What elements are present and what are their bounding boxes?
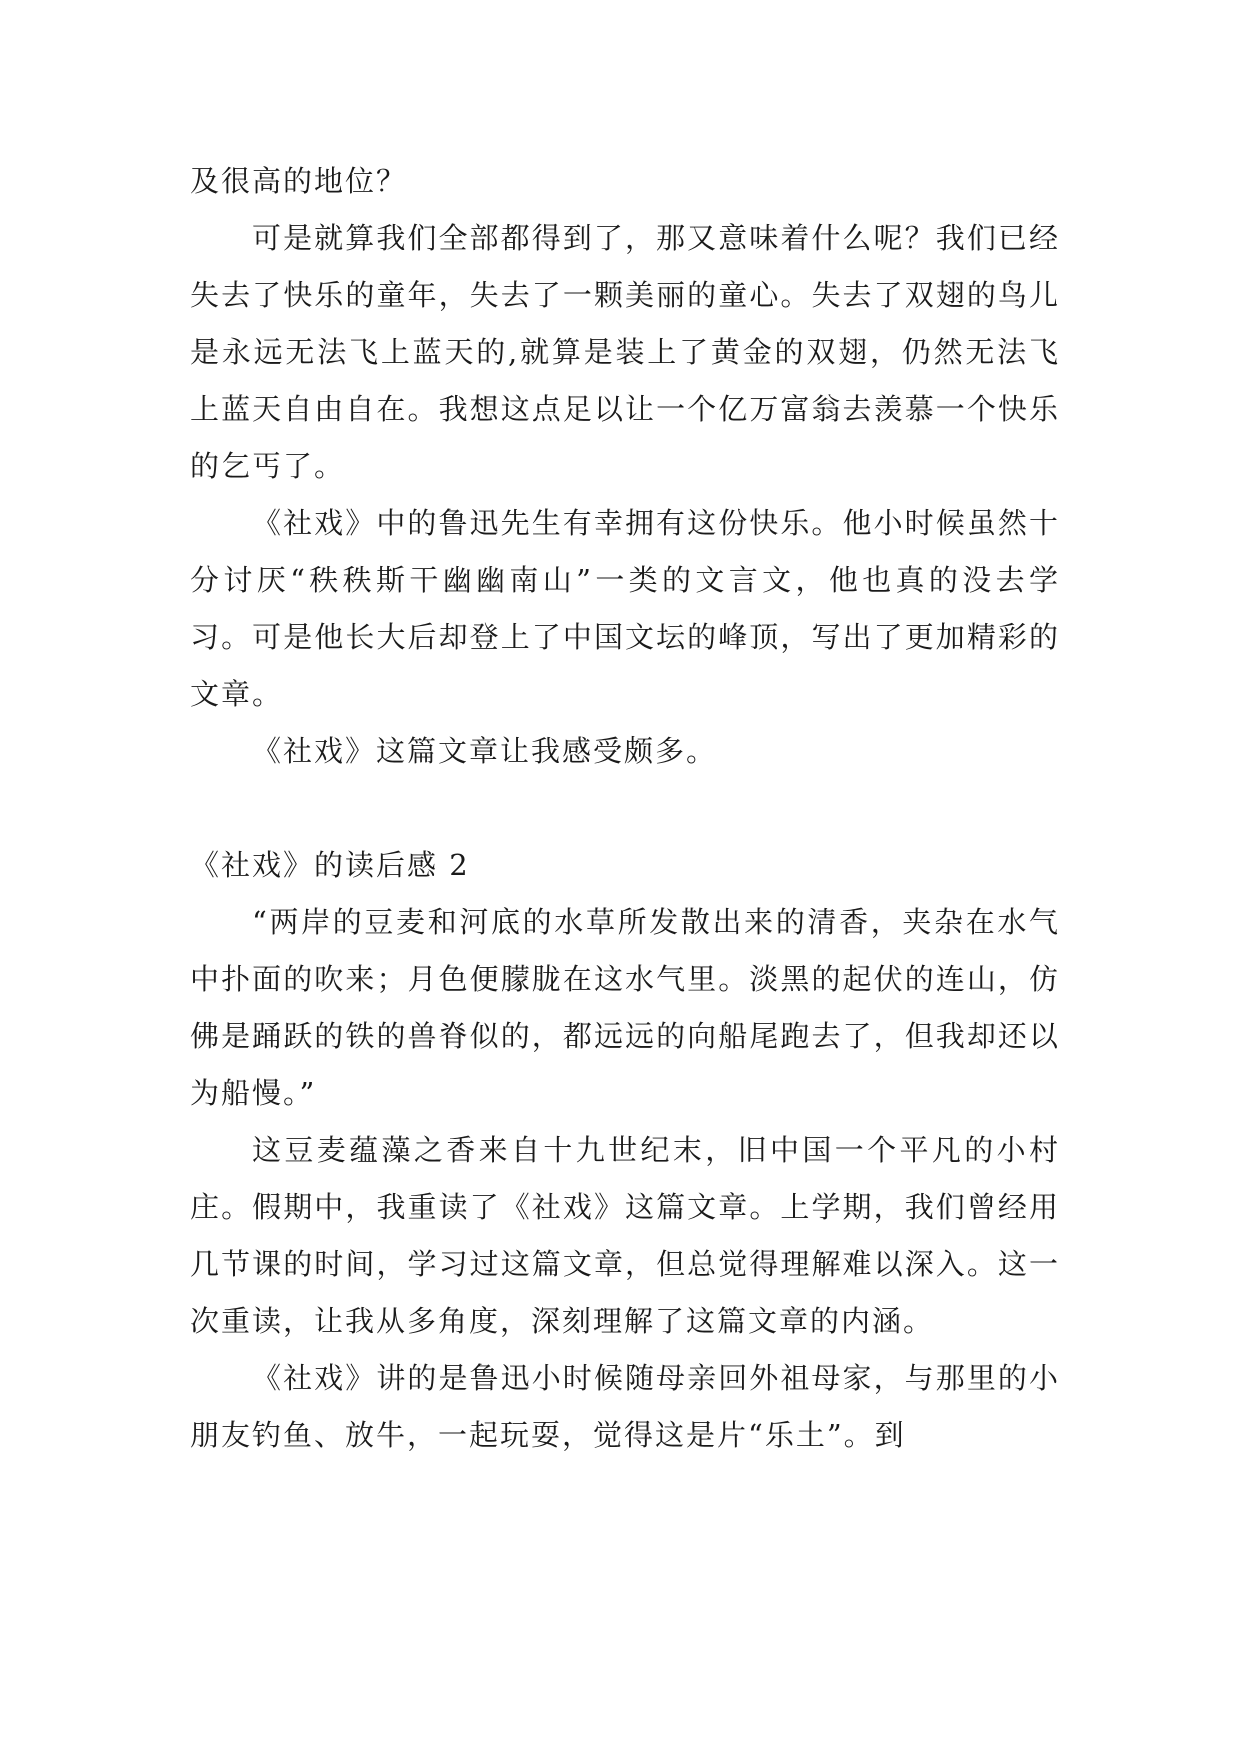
paragraph: 《社戏》中的鲁迅先生有幸拥有这份快乐。他小时候虽然十分讨厌“秩秩斯干幽幽南山”一类的文言文，他也真的没去学习。可是他长大后却登上了中国文坛的峰顶，写出了更加精彩的文章。	[190, 506, 1060, 711]
paragraph: 这豆麦蕴藻之香来自十九世纪末，旧中国一个平凡的小村庄。假期中，我重读了《社戏》这篇文章。上学期，我们曾经用几节课的时间，学习过这篇文章，但总觉得理解难以深入。这一次重读，让我从多角度，深刻理解了这篇文章的内涵。	[190, 1133, 1060, 1338]
paragraph: “两岸的豆麦和河底的水草所发散出来的清香，夹杂在水气中扑面的吹来；月色便朦胧在这水气里。淡黑的起伏的连山，仿佛是踊跃的铁的兽脊似的，都远远的向船尾跑去了，但我却还以为船慢。”	[190, 905, 1060, 1110]
paragraph-continuation: 及很高的地位？	[190, 164, 408, 198]
paragraph: 《社戏》讲的是鲁迅小时候随母亲回外祖母家，与那里的小朋友钓鱼、放牛，一起玩耍，觉得这是片“乐土”。到	[190, 1361, 1060, 1452]
section-spacer	[190, 780, 1060, 837]
section-heading: 《社戏》的读后感 2	[190, 848, 470, 882]
document-body	[190, 153, 1060, 1464]
paragraph: 可是就算我们全部都得到了，那又意味着什么呢？我们已经失去了快乐的童年，失去了一颗美丽的童心。失去了双翅的鸟儿是永远无法飞上蓝天的,就算是装上了黄金的双翅，仍然无法飞上蓝天自由自在。我想这点足以让一个亿万富翁去羡慕一个快乐的乞丐了。	[190, 221, 1060, 483]
paragraph: 《社戏》这篇文章让我感受颇多。	[252, 734, 718, 768]
